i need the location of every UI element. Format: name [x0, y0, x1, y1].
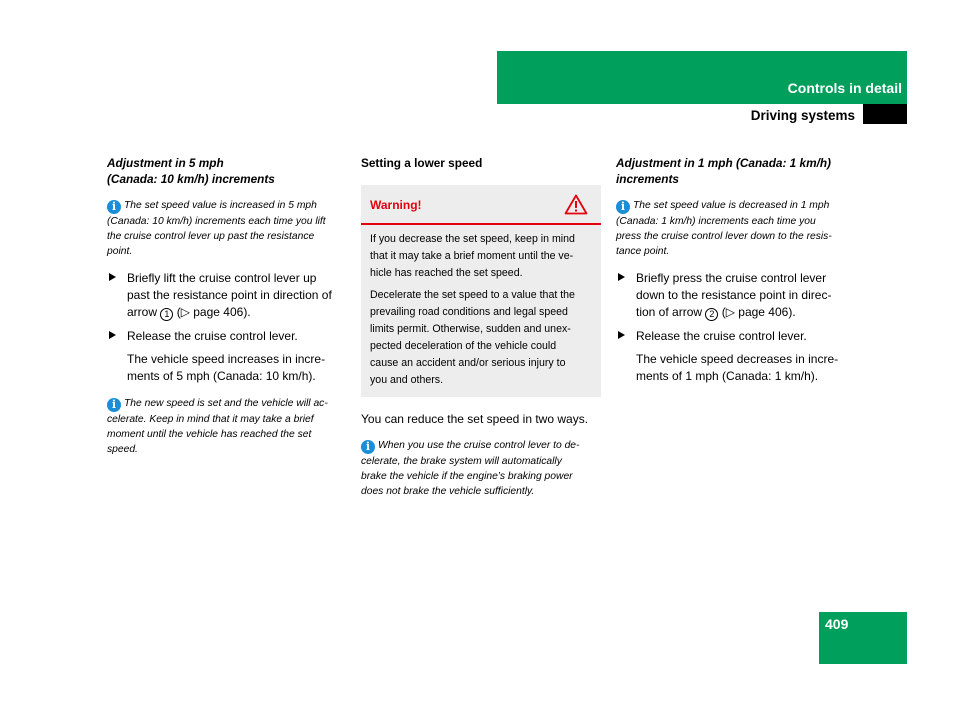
section-subtitle: Driving systems	[750, 108, 855, 123]
info-icon: i	[616, 200, 630, 214]
step-line	[636, 304, 856, 321]
page-number: 409	[825, 616, 849, 632]
warning-paragraph	[370, 287, 592, 389]
note-line: moment until the vehicle has reached the set	[107, 429, 312, 440]
body-text: You can reduce the set speed in two ways.	[361, 412, 589, 426]
note-line: press the cruise control lever down to the resis-	[616, 231, 832, 242]
info-note	[361, 438, 602, 499]
arrow-number-badge: 2	[705, 308, 718, 321]
column-right	[616, 155, 856, 385]
header-bar	[497, 51, 907, 104]
note-line: brake the vehicle if the engine’s braking power	[361, 471, 573, 482]
step-line	[127, 304, 347, 321]
note-line: the cruise control lever up past the resistance	[107, 231, 315, 242]
result-text	[616, 351, 856, 385]
result-line: The vehicle speed decreases in incre-	[636, 352, 839, 366]
note-line: The new speed is set and the vehicle will ac-	[124, 398, 328, 409]
section-title: Controls in detail	[787, 80, 902, 96]
step-text: tion of arrow	[636, 305, 703, 319]
page-reference: (▷ page 406).	[721, 305, 796, 319]
triangle-bullet-icon	[618, 273, 625, 281]
result-text	[107, 351, 347, 385]
result-line: ments of 1 mph (Canada: 1 km/h).	[636, 369, 819, 383]
warning-line: that it may take a brief moment until the ve-	[370, 250, 574, 262]
note-line: does not brake the vehicle sufficiently.	[361, 486, 535, 497]
note-line: point.	[107, 246, 133, 257]
heading-line: (Canada: 10 km/h) increments	[107, 172, 275, 186]
step-line: down to the resistance point in direc-	[636, 288, 832, 302]
info-note	[107, 198, 347, 259]
step-line: Briefly press the cruise control lever	[636, 271, 827, 285]
triangle-bullet-icon	[109, 331, 116, 339]
info-note	[107, 396, 347, 457]
warning-label: Warning!	[370, 198, 422, 212]
instruction-step	[107, 328, 347, 345]
heading-lower-speed: Setting a lower speed	[361, 156, 483, 170]
heading-1mph	[616, 155, 856, 187]
result-line: The vehicle speed increases in incre-	[127, 352, 326, 366]
page-reference: (▷ page 406).	[176, 305, 251, 319]
note-line: celerate. Keep in mind that it may take a brief	[107, 414, 314, 425]
heading-line: Adjustment in 1 mph (Canada: 1 km/h)	[616, 156, 831, 170]
warning-line: If you decrease the set speed, keep in mind	[370, 233, 575, 245]
subheader-marker	[863, 104, 907, 124]
warning-paragraph	[370, 231, 592, 282]
warning-line: pected deceleration of the vehicle could	[370, 340, 557, 352]
instruction-step	[616, 328, 856, 345]
column-middle	[361, 155, 602, 499]
warning-line: you and others.	[370, 374, 444, 386]
step-line: past the resistance point in direction of	[127, 288, 332, 302]
info-icon: i	[361, 440, 375, 454]
info-icon: i	[107, 200, 121, 214]
warning-line: prevailing road conditions and legal speed	[370, 306, 568, 318]
warning-line: limits permit. Otherwise, sudden and unex-	[370, 323, 571, 335]
note-line: The set speed value is increased in 5 mph	[124, 200, 317, 211]
step-text: arrow	[127, 305, 158, 319]
heading-line: Adjustment in 5 mph	[107, 156, 224, 170]
result-line: ments of 5 mph (Canada: 10 km/h).	[127, 369, 316, 383]
warning-body	[361, 225, 601, 397]
step-line: Release the cruise control lever.	[636, 329, 807, 343]
note-line: speed.	[107, 444, 138, 455]
triangle-bullet-icon	[109, 273, 116, 281]
warning-line: cause an accident and/or serious injury to	[370, 357, 566, 369]
warning-triangle-icon	[564, 194, 588, 215]
note-line: The set speed value is decreased in 1 mph	[633, 200, 830, 211]
warning-header	[361, 185, 601, 225]
warning-line: Decelerate the set speed to a value that the	[370, 289, 575, 301]
heading-5mph	[107, 155, 347, 187]
note-line: celerate, the brake system will automatically	[361, 456, 562, 467]
triangle-bullet-icon	[618, 331, 625, 339]
info-icon: i	[107, 398, 121, 412]
step-line: Release the cruise control lever.	[127, 329, 298, 343]
note-line: (Canada: 10 km/h) increments each time you lift	[107, 216, 326, 227]
note-line: When you use the cruise control lever to de-	[378, 440, 580, 451]
page-number-box	[819, 612, 907, 664]
step-line: Briefly lift the cruise control lever up	[127, 271, 317, 285]
warning-line: hicle has reached the set speed.	[370, 267, 523, 279]
warning-box	[361, 185, 601, 397]
note-line: (Canada: 1 km/h) increments each time you	[616, 216, 816, 227]
note-line: tance point.	[616, 246, 670, 257]
instruction-step	[616, 270, 856, 321]
instruction-step	[107, 270, 347, 321]
info-note	[616, 198, 856, 259]
column-left	[107, 155, 347, 457]
arrow-number-badge: 1	[160, 308, 173, 321]
heading-line: increments	[616, 172, 679, 186]
